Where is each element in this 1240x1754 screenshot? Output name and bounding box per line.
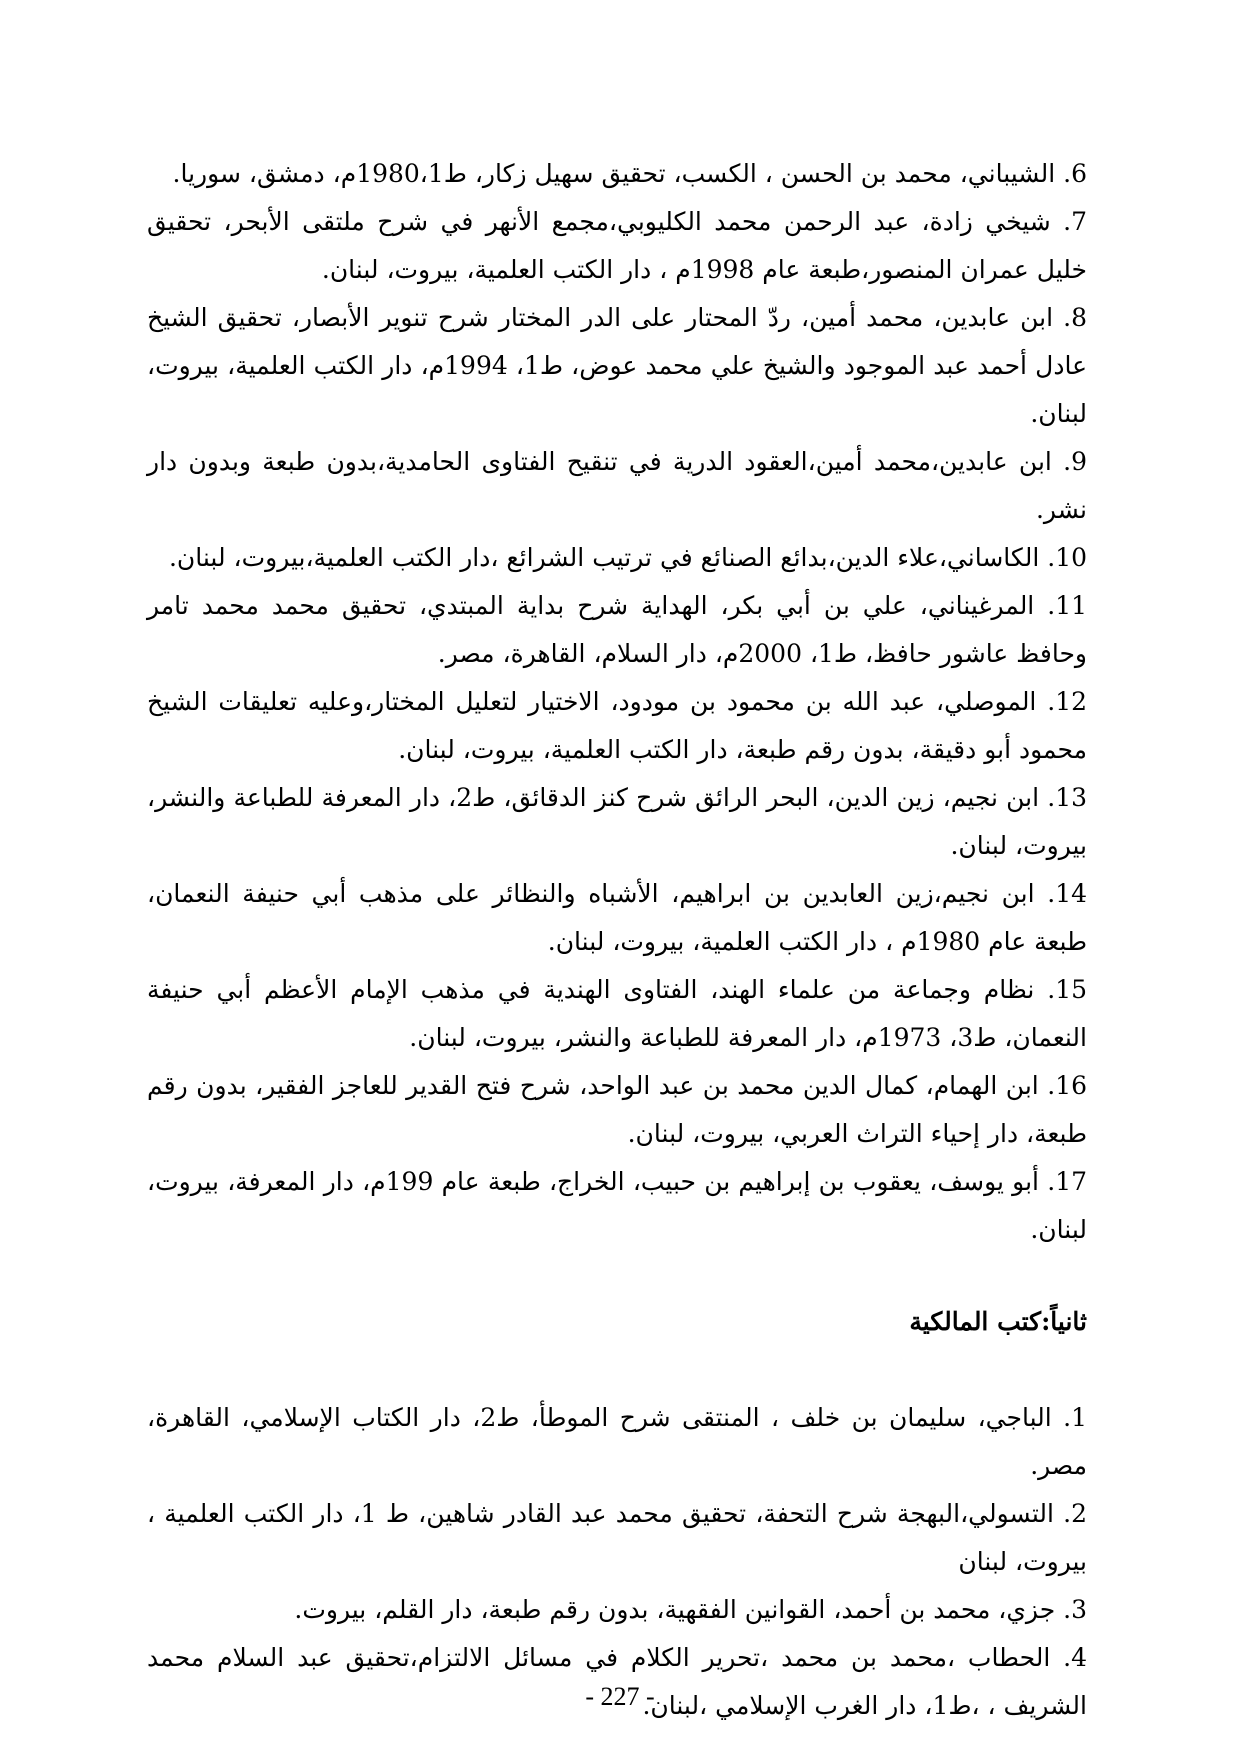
entry-number: 8.	[1063, 303, 1087, 332]
reference-entry	[147, 294, 1087, 438]
entry-text: ابن عابدين،محمد أمين،العقود الدرية في تنقيح الفتاوى الحامدية،بدون طبعة وبدون دار نشر.	[147, 447, 1087, 524]
entry-number: 2.	[1063, 1499, 1087, 1528]
entry-number: 11.	[1047, 591, 1088, 620]
entry-number: 15.	[1047, 975, 1087, 1004]
reference-entry	[147, 1586, 1087, 1634]
reference-entry	[147, 1394, 1087, 1490]
reference-entry	[147, 1158, 1087, 1254]
entry-text: المرغيناني، علي بن أبي بكر، الهداية شرح بداية المبتدي، تحقيق محمد محمد تامر وحافظ عاشور حافظ، ط1، 2000م، دار السلام، القاهرة، مصر.	[147, 591, 1087, 668]
reference-entry	[147, 870, 1087, 966]
entry-text: الموصلي، عبد الله بن محمود بن مودود، الاختيار لتعليل المختار،وعليه تعليقات الشيخ محمود أبو دقيقة، بدون رقم طبعة، دار الكتب العلمية، بيروت، لبنان.	[147, 687, 1087, 764]
entry-number: 7.	[1063, 207, 1088, 236]
entry-number: 13.	[1047, 783, 1088, 812]
entry-number: 14.	[1047, 879, 1087, 908]
entry-text: ابن الهمام، كمال الدين محمد بن عبد الواحد، شرح فتح القدير للعاجز الفقير، بدون رقم طبعة، دار إحياء التراث العربي، بيروت، لبنان.	[147, 1071, 1087, 1148]
entry-text: نظام وجماعة من علماء الهند، الفتاوى الهندية في مذهب الإمام الأعظم أبي حنيفة النعمان، ط3، 1973م، دار المعرفة للطباعة والنشر، بيروت، لبنان.	[147, 975, 1087, 1052]
reference-entry	[147, 1490, 1087, 1586]
entry-text: أبو يوسف، يعقوب بن إبراهيم بن حبيب، الخراج، طبعة عام 199م، دار المعرفة، بيروت، لبنان.	[147, 1167, 1087, 1244]
entry-number: 10.	[1047, 543, 1087, 572]
page-number: - 227 -	[585, 1682, 655, 1711]
section-heading: ثانياً:كتب المالكية	[909, 1307, 1087, 1336]
reference-entry	[147, 198, 1087, 294]
hanafi-references-list	[147, 150, 1087, 1254]
reference-entry	[147, 582, 1087, 678]
entry-text: الكاساني،علاء الدين،بدائع الصنائع في ترتيب الشرائع ،دار الكتب العلمية،بيروت، لبنان.	[168, 543, 1040, 572]
reference-entry	[147, 774, 1087, 870]
reference-entry	[147, 150, 1087, 198]
maliki-references-list	[147, 1394, 1087, 1730]
entry-number: 9.	[1063, 447, 1087, 476]
reference-entry	[147, 534, 1087, 582]
entry-text: ابن نجيم، زين الدين، البحر الرائق شرح كنز الدقائق، ط2، دار المعرفة للطباعة والنشر، بيروت، لبنان.	[147, 783, 1087, 860]
reference-entry	[147, 678, 1087, 774]
entry-number: 17.	[1047, 1167, 1087, 1196]
entry-number: 3.	[1063, 1595, 1087, 1624]
entry-number: 4.	[1063, 1643, 1087, 1672]
entry-number: 1.	[1063, 1403, 1087, 1432]
entry-text: ابن عابدين، محمد أمين، ردّ المحتار على الدر المختار شرح تنوير الأبصار، تحقيق الشيخ عادل أحمد عبد الموجود والشيخ علي محمد عوض، ط1، 1994م، دار الكتب العلمية، بيروت، لبنان.	[147, 303, 1087, 428]
entry-text: ابن نجيم،زين العابدين بن ابراهيم، الأشباه والنظائر على مذهب أبي حنيفة النعمان، طبعة عام 1980م ، دار الكتب العلمية، بيروت، لبنان.	[147, 879, 1087, 956]
reference-entry	[147, 438, 1087, 534]
entry-text: الباجي، سليمان بن خلف ، المنتقى شرح الموطأ، ط2، دار الكتاب الإسلامي، القاهرة، مصر.	[147, 1403, 1087, 1480]
entry-number: 12.	[1047, 687, 1087, 716]
entry-text: جزي، محمد بن أحمد، القوانين الفقهية، بدون رقم طبعة، دار القلم، بيروت.	[294, 1595, 1056, 1624]
entry-number: 6.	[1063, 159, 1087, 188]
entry-number: 16.	[1047, 1071, 1087, 1100]
reference-entry	[147, 1062, 1087, 1158]
reference-entry	[147, 966, 1087, 1062]
entry-text: الحطاب ،محمد بن محمد ،تحرير الكلام في مسائل الالتزام،تحقيق عبد السلام محمد الشريف ، ،ط1، دار الغرب الإسلامي ،لبنان.	[147, 1643, 1087, 1720]
entry-text: الشيباني، محمد بن الحسن ، الكسب، تحقيق سهيل زكار، ط1980،1م، دمشق، سوريا.	[172, 159, 1056, 188]
entry-text: التسولي،البهجة شرح التحفة، تحقيق محمد عبد القادر شاهين، ط 1، دار الكتب العلمية ، بيروت، لبنان	[147, 1499, 1087, 1576]
entry-text: شيخي زادة، عبد الرحمن محمد الكليوبي،مجمع الأنهر في شرح ملتقى الأبحر، تحقيق خليل عمران المنصور،طبعة عام 1998م ، دار الكتب العلمية، بيروت، لبنان.	[147, 207, 1087, 284]
bibliography-content	[147, 150, 1087, 1730]
